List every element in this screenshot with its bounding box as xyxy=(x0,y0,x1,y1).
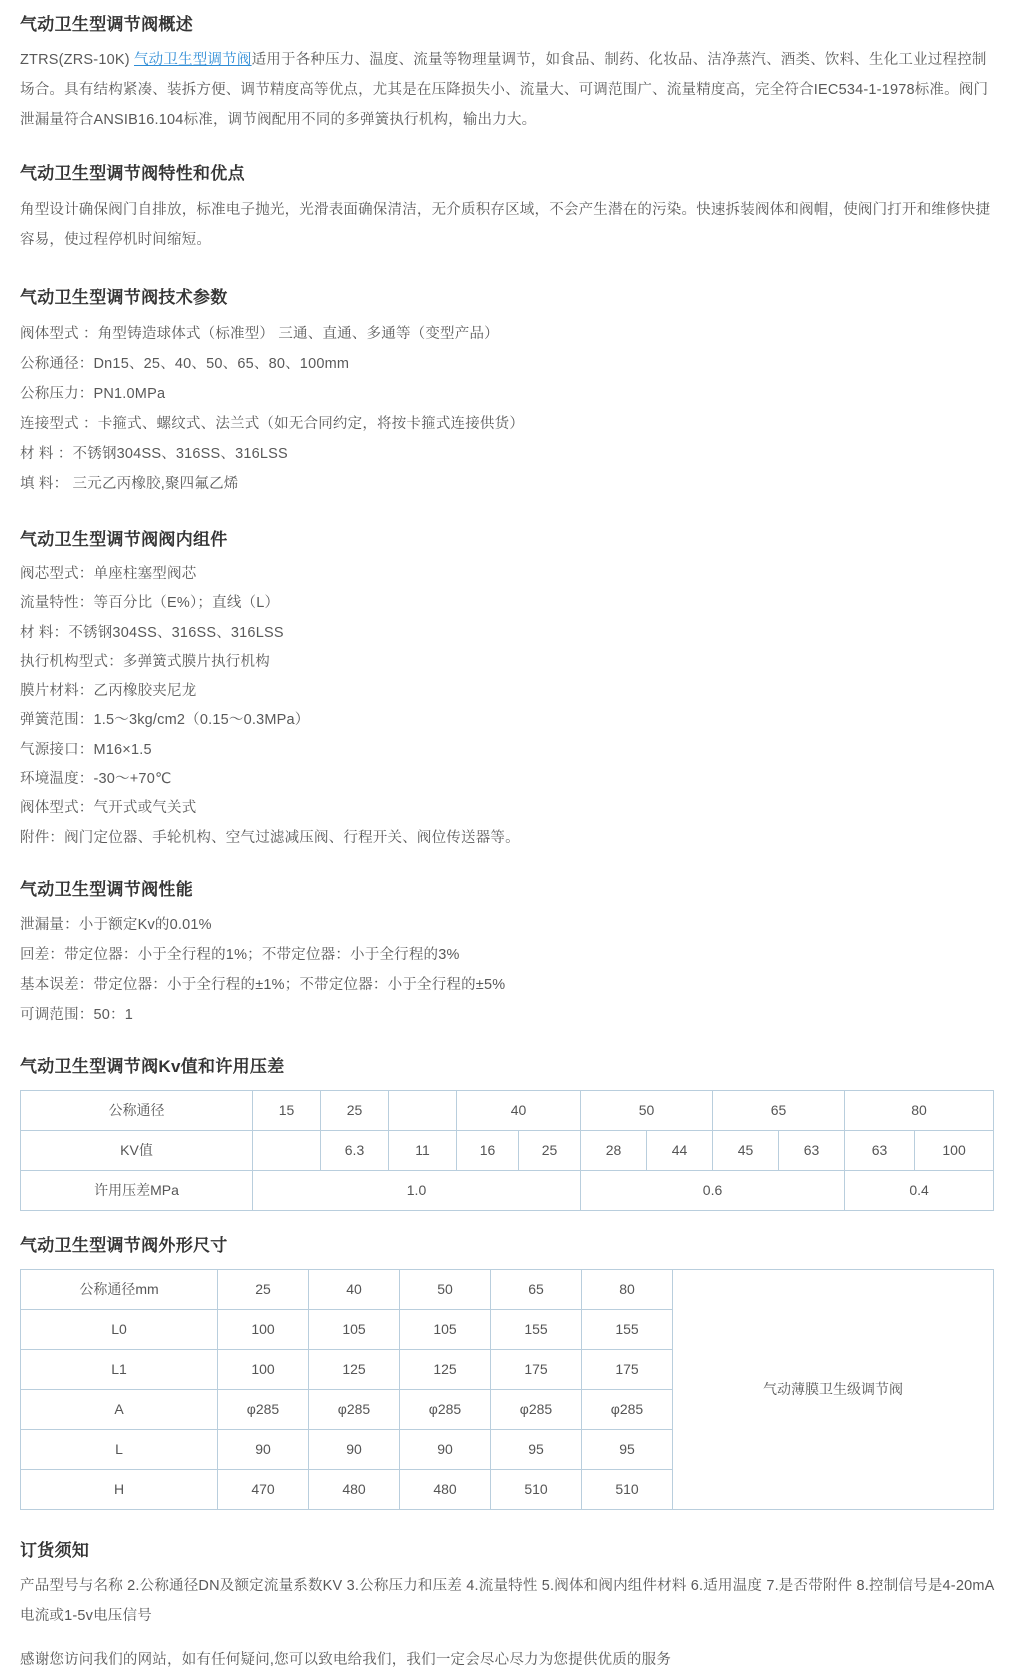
features-heading: 气动卫生型调节阀特性和优点 xyxy=(20,164,245,183)
spec-line: 膜片材料：乙丙橡胶夹尼龙 xyxy=(20,683,197,700)
tech-params-section xyxy=(20,255,1000,309)
cell: 80 xyxy=(845,1090,994,1130)
table-row xyxy=(21,1269,994,1309)
cell: 90 xyxy=(218,1429,309,1469)
cell xyxy=(389,1090,457,1130)
spec-line: 环境温度：-30～+70℃ xyxy=(20,771,172,788)
cell: 510 xyxy=(582,1469,673,1509)
overview-heading: 气动卫生型调节阀概述 xyxy=(20,15,193,34)
cell: 105 xyxy=(309,1309,400,1349)
cell: 6.3 xyxy=(321,1130,389,1170)
spec-line: 公称通径：Dn15、25、40、50、65、80、100mm xyxy=(20,356,350,372)
cell: 1.0 xyxy=(253,1170,581,1210)
spec-line: 填 料： 三元乙丙橡胶,聚四氟乙烯 xyxy=(20,476,239,492)
valve-image-caption-cell: 气动薄膜卫生级调节阀 xyxy=(673,1269,994,1509)
row-label: 公称通径mm xyxy=(21,1269,218,1309)
cell: φ285 xyxy=(218,1389,309,1429)
performance-list xyxy=(20,901,1000,1030)
table-row xyxy=(21,1130,994,1170)
ordering-notice-paragraph: 产品型号与名称 2.公称通径DN及额定流量系数KV 3.公称压力和压差 4.流量特性 5.阀体和阀内组件材料 6.适用温度 7.是否带附件 8.控制信号是4-20mA电流或1-5v电压信号 xyxy=(20,1577,995,1624)
row-label: 许用压差MPa xyxy=(21,1170,253,1210)
dimension-table-heading: 气动卫生型调节阀外形尺寸 xyxy=(20,1235,228,1255)
cell: 0.6 xyxy=(581,1170,845,1210)
overview-text-prefix: ZTRS(ZRS-10K) xyxy=(20,52,134,68)
cell: 45 xyxy=(713,1130,779,1170)
table-row xyxy=(21,1170,994,1210)
spec-line: 材 料：不锈钢304SS、316SS、316LSS xyxy=(20,624,284,641)
cell: 90 xyxy=(309,1429,400,1469)
overview-text-rest: 适用于各种压力、温度、流量等物理量调节，如食品、制药、化妆品、洁净蒸汽、酒类、饮料、生化工业过程控制场合。具有结构紧凑、装拆方便、调节精度高等优点，尤其是在压降损失小、流量大、可调范围广、流量精度高，完全符合IEC534-1-1978标准。阀门泄漏量符合ANSIB16.104标准，调节阀配用不同的多弹簧执行机构，输出力大。 xyxy=(20,52,989,128)
kv-table-section xyxy=(20,1030,1000,1078)
cell xyxy=(253,1130,321,1170)
inner-components-section xyxy=(20,499,1000,551)
spec-line: 附件：阀门定位器、手轮机构、空气过滤减压阀、行程开关、阀位传送器等。 xyxy=(20,829,520,846)
cell: φ285 xyxy=(582,1389,673,1429)
row-label: H xyxy=(21,1469,218,1509)
kv-table-body xyxy=(21,1090,994,1210)
overview-body xyxy=(20,36,1000,135)
ordering-notice-heading: 订货须知 xyxy=(20,1540,90,1560)
cell: 480 xyxy=(400,1469,491,1509)
cell: 63 xyxy=(845,1130,915,1170)
cell: 50 xyxy=(581,1090,713,1130)
spec-line: 连接型式 ：卡箍式、螺纹式、法兰式（如无合同约定，将按卡箍式连接供货） xyxy=(20,416,525,432)
performance-heading: 气动卫生型调节阀性能 xyxy=(20,879,193,899)
row-label: KV值 xyxy=(21,1130,253,1170)
inner-components-heading: 气动卫生型调节阀阀内组件 xyxy=(20,530,228,549)
performance-section xyxy=(20,853,1000,901)
cell: 25 xyxy=(321,1090,389,1130)
row-label: L0 xyxy=(21,1309,218,1349)
cell: 510 xyxy=(491,1469,582,1509)
cell: 95 xyxy=(582,1429,673,1469)
cell: 11 xyxy=(389,1130,457,1170)
row-label: A xyxy=(21,1389,218,1429)
cell: 25 xyxy=(519,1130,581,1170)
spec-line: 执行机构型式：多弹簧式膜片执行机构 xyxy=(20,653,270,670)
cell: 480 xyxy=(309,1469,400,1509)
inner-components-list xyxy=(20,551,1000,853)
cell: φ285 xyxy=(400,1389,491,1429)
features-paragraph: 角型设计确保阀门自排放，标准电子抛光，光滑表面确保清洁，无介质积存区域，不会产生潜在的污染。快速拆装阀体和阀帽，使阀门打开和维修快捷容易，使过程停机时间缩短。 xyxy=(20,202,991,248)
tech-params-heading: 气动卫生型调节阀技术参数 xyxy=(20,288,228,307)
kv-table xyxy=(20,1090,994,1211)
ordering-notice-body xyxy=(20,1562,1000,1631)
cell: 100 xyxy=(218,1349,309,1389)
cell: 40 xyxy=(309,1269,400,1309)
features-body xyxy=(20,185,1000,255)
cell: 155 xyxy=(582,1309,673,1349)
cell: 175 xyxy=(491,1349,582,1389)
spec-line: 弹簧范围：1.5～3kg/cm2（0.15～0.3MPa） xyxy=(20,712,310,729)
spec-line: 阀芯型式：单座柱塞型阀芯 xyxy=(20,566,197,582)
cell: φ285 xyxy=(491,1389,582,1429)
ordering-notice-section xyxy=(20,1510,1000,1562)
dimension-table-section xyxy=(20,1211,1000,1257)
dimension-table-body xyxy=(21,1269,994,1509)
dimension-table xyxy=(20,1269,994,1510)
cell: 470 xyxy=(218,1469,309,1509)
cell: 65 xyxy=(491,1269,582,1309)
spec-line: 泄漏量：小于额定Kv的0.01% xyxy=(20,916,212,933)
cell: 80 xyxy=(582,1269,673,1309)
spec-line: 可调范围：50：1 xyxy=(20,1006,133,1023)
spec-line: 流量特性：等百分比（E%）；直线（L） xyxy=(20,595,280,612)
table-row xyxy=(21,1090,994,1130)
cell: 105 xyxy=(400,1309,491,1349)
thanks-paragraph: 感谢您访问我们的网站，如有任何疑问,您可以致电给我们，我们一定会尽心尽力为您提供优质的服务 xyxy=(20,1651,672,1668)
cell: 90 xyxy=(400,1429,491,1469)
cell: φ285 xyxy=(309,1389,400,1429)
cell: 155 xyxy=(491,1309,582,1349)
row-label: L xyxy=(21,1429,218,1469)
cell: 28 xyxy=(581,1130,647,1170)
cell: 100 xyxy=(915,1130,994,1170)
product-link[interactable]: 气动卫生型调节阀 xyxy=(133,52,252,68)
cell: 100 xyxy=(218,1309,309,1349)
features-section xyxy=(20,135,1000,185)
spec-line: 材 料 ：不锈钢304SS、316SS、316LSS xyxy=(20,446,288,462)
cell: 63 xyxy=(779,1130,845,1170)
cell: 125 xyxy=(309,1349,400,1389)
spec-line: 基本误差：带定位器：小于全行程的±1%；不带定位器：小于全行程的±5% xyxy=(20,976,506,993)
cell: 16 xyxy=(457,1130,519,1170)
spec-line: 阀体型式：气开式或气关式 xyxy=(20,800,197,817)
overview-paragraph xyxy=(20,45,1000,135)
row-label: 公称通径 xyxy=(21,1090,253,1130)
cell: 95 xyxy=(491,1429,582,1469)
spec-line: 气源接口：M16×1.5 xyxy=(20,741,152,758)
cell: 25 xyxy=(218,1269,309,1309)
tech-params-list xyxy=(20,309,1000,499)
cell: 50 xyxy=(400,1269,491,1309)
cell: 44 xyxy=(647,1130,713,1170)
cell: 175 xyxy=(582,1349,673,1389)
spec-line: 阀体型式 ：角型铸造球体式（标准型） 三通、直通、多通等（变型产品） xyxy=(20,326,499,342)
cell: 40 xyxy=(457,1090,581,1130)
cell: 15 xyxy=(253,1090,321,1130)
row-label: L1 xyxy=(21,1349,218,1389)
kv-table-heading: 气动卫生型调节阀Kv值和许用压差 xyxy=(20,1056,285,1076)
cell: 125 xyxy=(400,1349,491,1389)
overview-section xyxy=(20,0,1000,36)
spec-line: 回差：带定位器：小于全行程的1%；不带定位器：小于全行程的3% xyxy=(20,946,460,963)
cell: 0.4 xyxy=(845,1170,994,1210)
spec-line: 公称压力：PN1.0MPa xyxy=(20,386,166,402)
thanks-block xyxy=(20,1631,1000,1675)
cell: 65 xyxy=(713,1090,845,1130)
